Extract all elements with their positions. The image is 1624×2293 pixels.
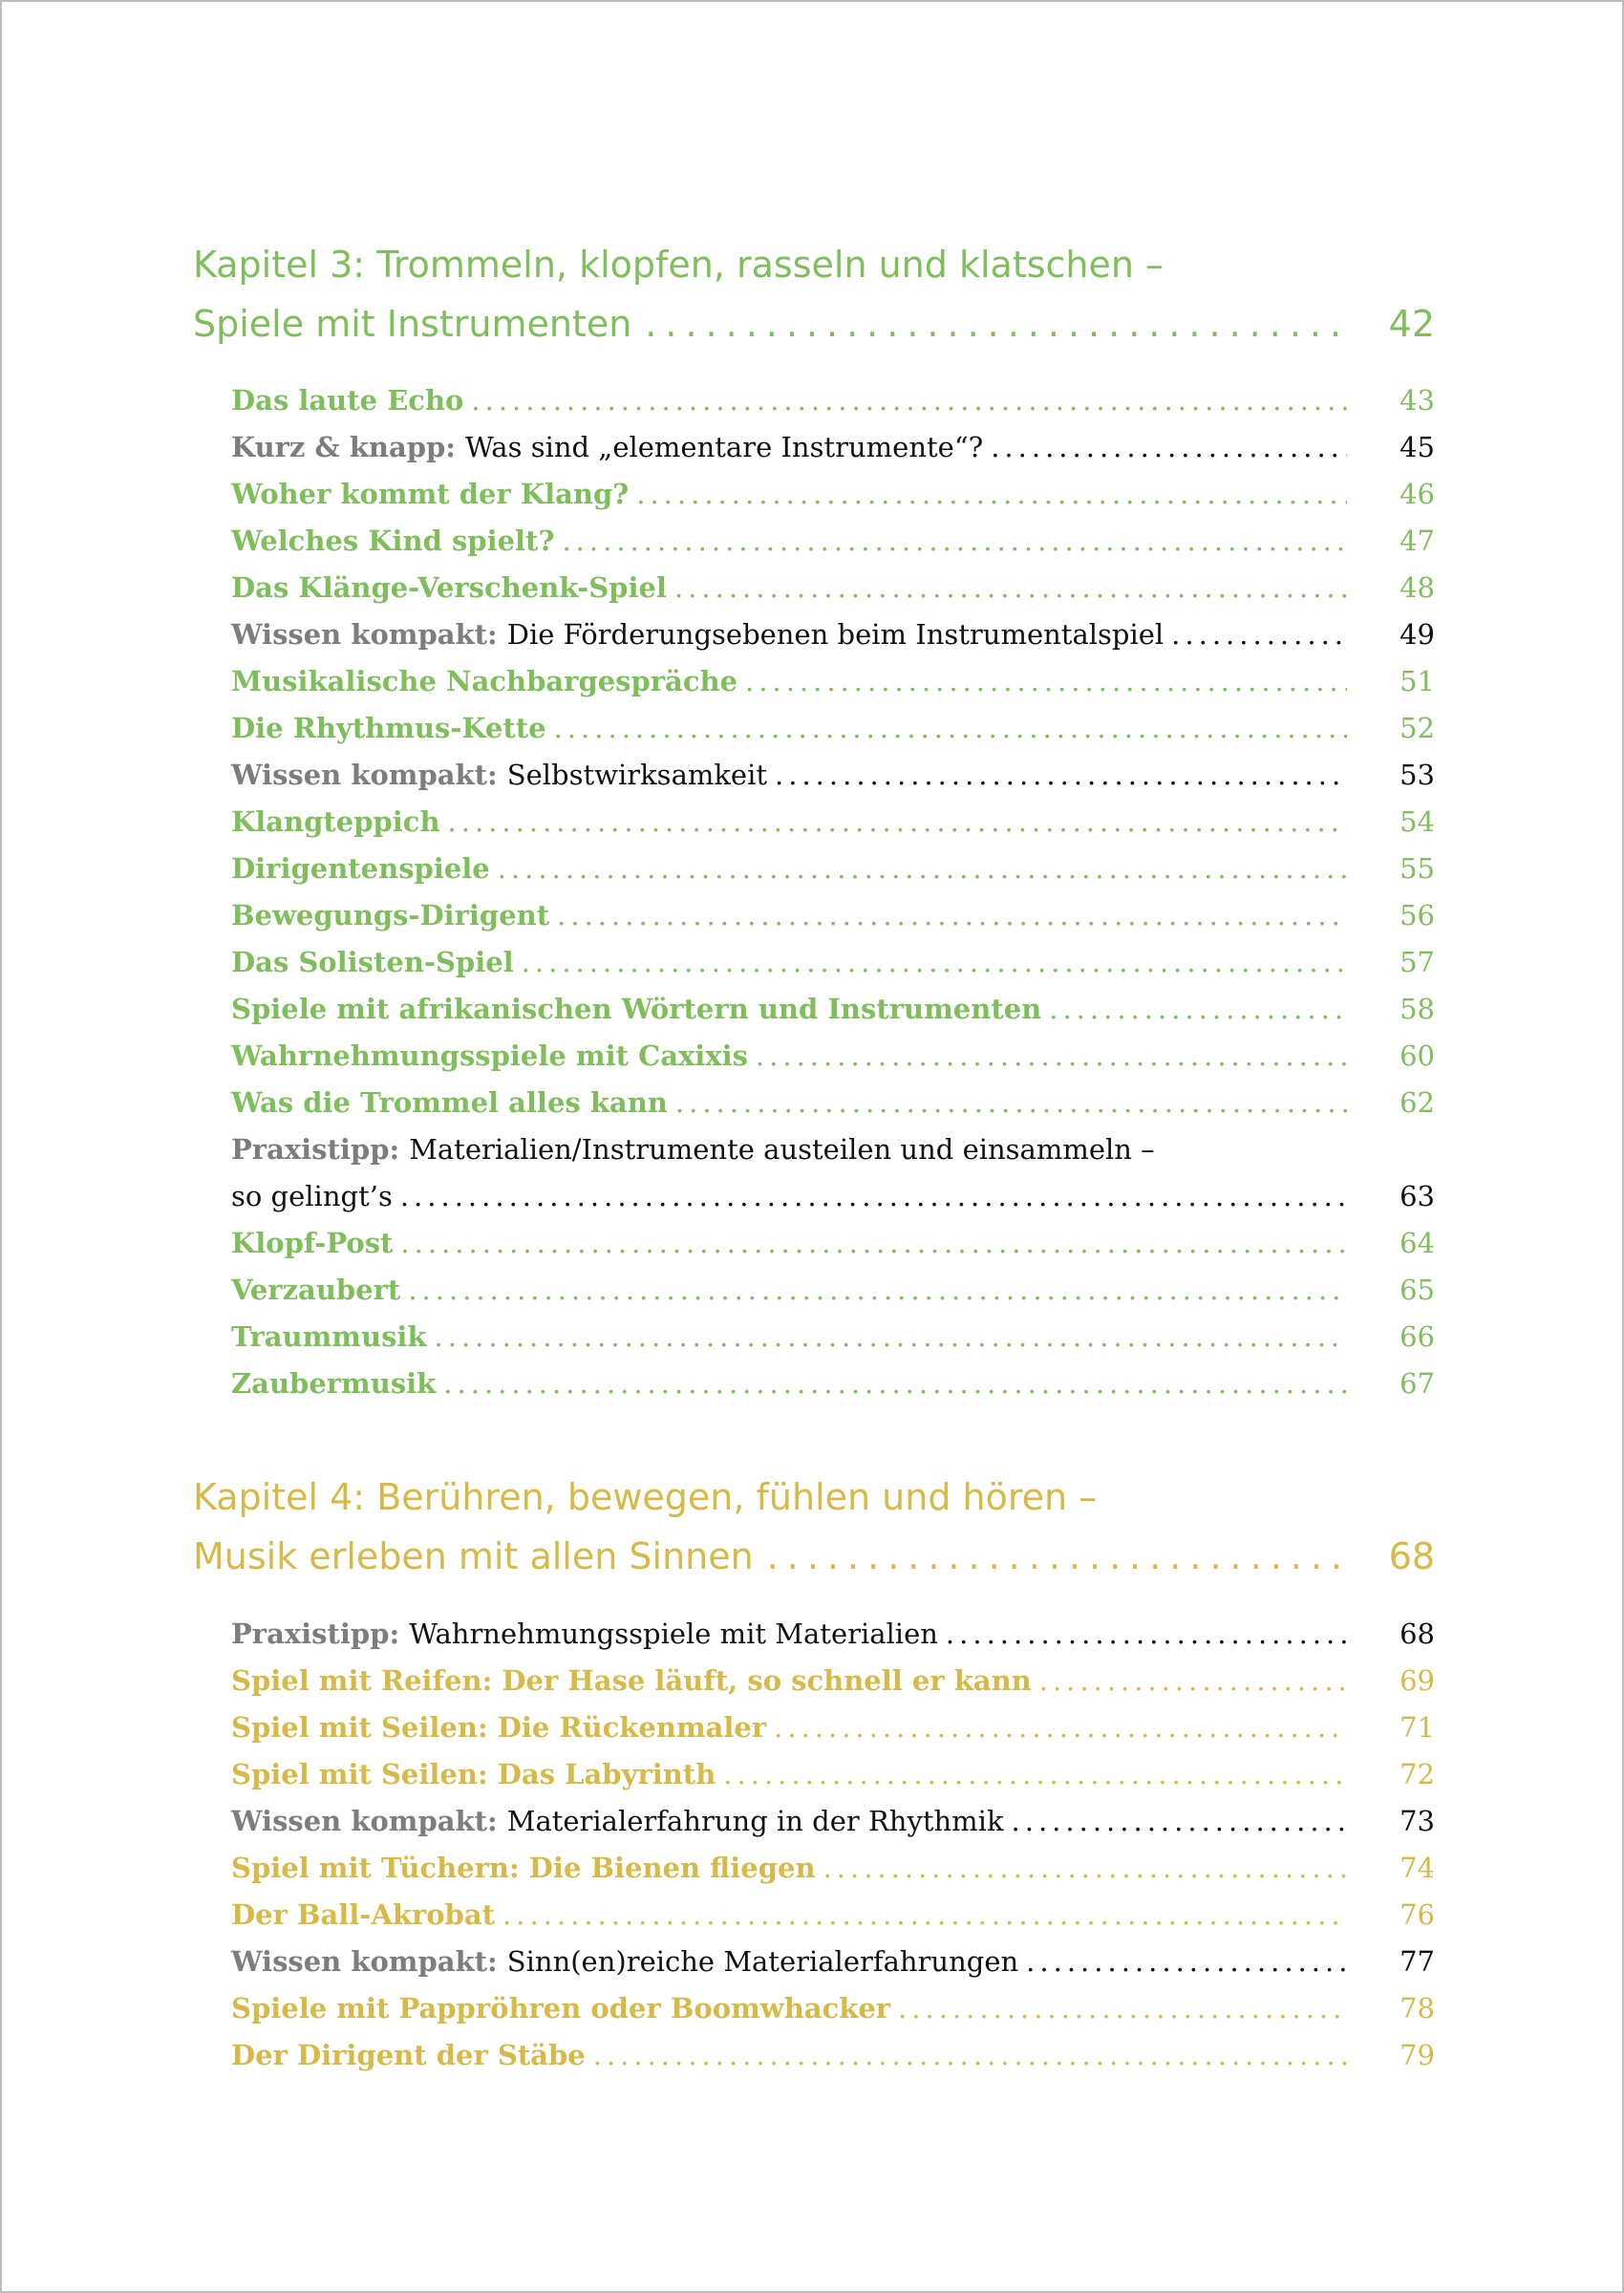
page-number: 68 xyxy=(1400,1618,1435,1650)
toc-entry[interactable]: Bewegungs-Dirigent ..... 56 xyxy=(231,892,1435,939)
chapter4-title-line2 xyxy=(193,1527,1435,1586)
page-number: 57 xyxy=(1400,946,1435,978)
toc-entry[interactable]: Das Solisten-Spiel ..... 57 xyxy=(231,939,1435,986)
toc-entry[interactable]: Kurz & knapp: Was sind „elementare Instrumente“? ..... 45 xyxy=(231,424,1435,471)
entry-label: Wissen kompakt: xyxy=(231,1805,498,1837)
page-number: 48 xyxy=(1400,571,1435,604)
toc-entry[interactable]: Welches Kind spielt? ..... 47 xyxy=(231,518,1435,565)
toc-entry[interactable]: Spiel mit Reifen: Der Hase läuft, so schnell er kann ..... 69 xyxy=(231,1658,1435,1704)
toc-entry[interactable]: Wissen kompakt: Sinn(en)reiche Materialerfahrungen ..... 77 xyxy=(231,1939,1435,1985)
chapter4-leader xyxy=(767,1527,1339,1586)
entry-label: Praxistipp: xyxy=(231,1618,400,1650)
toc-entry[interactable]: Was die Trommel alles kann ..... 62 xyxy=(231,1080,1435,1126)
page-number: 60 xyxy=(1400,1039,1435,1072)
toc-entry[interactable]: Verzaubert ..... 65 xyxy=(231,1267,1435,1314)
page-number: 53 xyxy=(1400,759,1435,791)
page-number: 73 xyxy=(1400,1805,1435,1837)
toc-entry[interactable]: Praxistipp: Materialien/Instrumente austeilen und einsammeln – xyxy=(231,1133,1155,1166)
toc-entry[interactable]: Das laute Echo ..... 43 xyxy=(231,377,1435,424)
page-number: 52 xyxy=(1400,712,1435,744)
page-number: 58 xyxy=(1400,993,1435,1025)
page-number: 43 xyxy=(1400,384,1435,417)
page-number: 64 xyxy=(1400,1227,1435,1259)
toc-entry[interactable]: Spiel mit Seilen: Das Labyrinth ..... 72 xyxy=(231,1751,1435,1798)
toc-entry[interactable]: Musikalische Nachbargespräche ..... 51 xyxy=(231,658,1435,705)
chapter4-page: 68 xyxy=(1388,1535,1435,1577)
toc-entry[interactable]: Das Klänge-Verschenk-Spiel ..... 48 xyxy=(231,565,1435,611)
page-number: 77 xyxy=(1400,1945,1435,1978)
page-number: 56 xyxy=(1400,899,1435,932)
entry-label: Wissen kompakt: xyxy=(231,759,498,791)
page-number: 76 xyxy=(1400,1898,1435,1931)
toc-entry[interactable]: Dirigentenspiele ..... 55 xyxy=(231,846,1435,892)
toc-entry[interactable]: Spiele mit afrikanischen Wörtern und Instrumenten ..... 58 xyxy=(231,986,1435,1033)
chapter4-title-line1: Kapitel 4: Berühren, bewegen, fühlen und hören – xyxy=(193,1476,1098,1518)
toc-entry[interactable]: Wahrnehmungsspiele mit Caxixis ..... 60 xyxy=(231,1033,1435,1080)
page-number: 71 xyxy=(1400,1711,1435,1744)
chapter3-page: 42 xyxy=(1388,303,1435,345)
toc-entry[interactable]: Klangteppich ..... 54 xyxy=(231,799,1435,846)
page-number: 45 xyxy=(1400,431,1435,463)
toc-entry[interactable]: Zaubermusik ..... 67 xyxy=(231,1361,1435,1407)
chapter3-heading xyxy=(193,235,1435,354)
entry-label: Wissen kompakt: xyxy=(231,618,498,651)
toc-entry[interactable]: Die Rhythmus-Kette ..... 52 xyxy=(231,705,1435,752)
page-number: 69 xyxy=(1400,1664,1435,1697)
chapter4-heading xyxy=(193,1468,1435,1586)
entry-label: Wissen kompakt: xyxy=(231,1945,498,1978)
chapter4-subtitle: Musik erleben mit allen Sinnen xyxy=(193,1535,754,1577)
page-number: 72 xyxy=(1400,1758,1435,1790)
toc-entry[interactable]: Woher kommt der Klang? ..... 46 xyxy=(231,471,1435,518)
toc-entry[interactable]: Praxistipp: Wahrnehmungsspiele mit Materialien ..... 68 xyxy=(231,1611,1435,1658)
page-number: 66 xyxy=(1400,1320,1435,1353)
chapter3-leader xyxy=(645,294,1339,354)
page-number: 79 xyxy=(1400,2039,1435,2071)
page-number: 49 xyxy=(1400,618,1435,651)
page-number: 67 xyxy=(1400,1367,1435,1400)
toc-entry[interactable]: Der Dirigent der Stäbe ..... 79 xyxy=(231,2032,1435,2079)
page-number: 78 xyxy=(1400,1992,1435,2025)
toc-entry[interactable]: Der Ball-Akrobat ..... 76 xyxy=(231,1892,1435,1939)
toc-entry[interactable]: Spiele mit Pappröhren oder Boomwhacker ..... 78 xyxy=(231,1985,1435,2032)
page-number: 63 xyxy=(1400,1180,1435,1212)
toc-entry[interactable]: Wissen kompakt: Die Förderungsebenen beim Instrumentalspiel ..... 49 xyxy=(231,611,1435,658)
page-number: 55 xyxy=(1400,852,1435,885)
entry-label: Praxistipp: xyxy=(231,1133,400,1166)
toc-entry[interactable]: Spiel mit Tüchern: Die Bienen fliegen ..... 74 xyxy=(231,1845,1435,1892)
page-number: 65 xyxy=(1400,1274,1435,1306)
entry-label: Kurz & knapp: xyxy=(231,431,457,463)
toc-entry[interactable]: Traummusik ..... 66 xyxy=(231,1314,1435,1361)
chapter4-entries xyxy=(231,1611,1435,2079)
chapter3-subtitle: Spiele mit Instrumenten xyxy=(193,303,632,345)
toc-entry[interactable]: Spiel mit Seilen: Die Rückenmaler ..... 71 xyxy=(231,1704,1435,1751)
chapter3-entries xyxy=(231,377,1435,1407)
page-number: 62 xyxy=(1400,1086,1435,1119)
page-number: 54 xyxy=(1400,805,1435,838)
toc-entry-continuation[interactable]: so gelingt’s ..... 63 xyxy=(231,1173,1435,1220)
page-number: 74 xyxy=(1400,1852,1435,1884)
toc-entry[interactable]: Klopf-Post ..... 64 xyxy=(231,1220,1435,1267)
toc-entry[interactable]: Wissen kompakt: Selbstwirksamkeit ..... 53 xyxy=(231,752,1435,799)
page-number: 51 xyxy=(1400,665,1435,697)
page-number: 47 xyxy=(1400,525,1435,557)
toc-entry[interactable]: Wissen kompakt: Materialerfahrung in der Rhythmik ..... 73 xyxy=(231,1798,1435,1845)
chapter3-title-line2 xyxy=(193,294,1435,354)
chapter3-title-line1: Kapitel 3: Trommeln, klopfen, rasseln und klatschen – xyxy=(193,244,1165,286)
page-number: 46 xyxy=(1400,478,1435,510)
